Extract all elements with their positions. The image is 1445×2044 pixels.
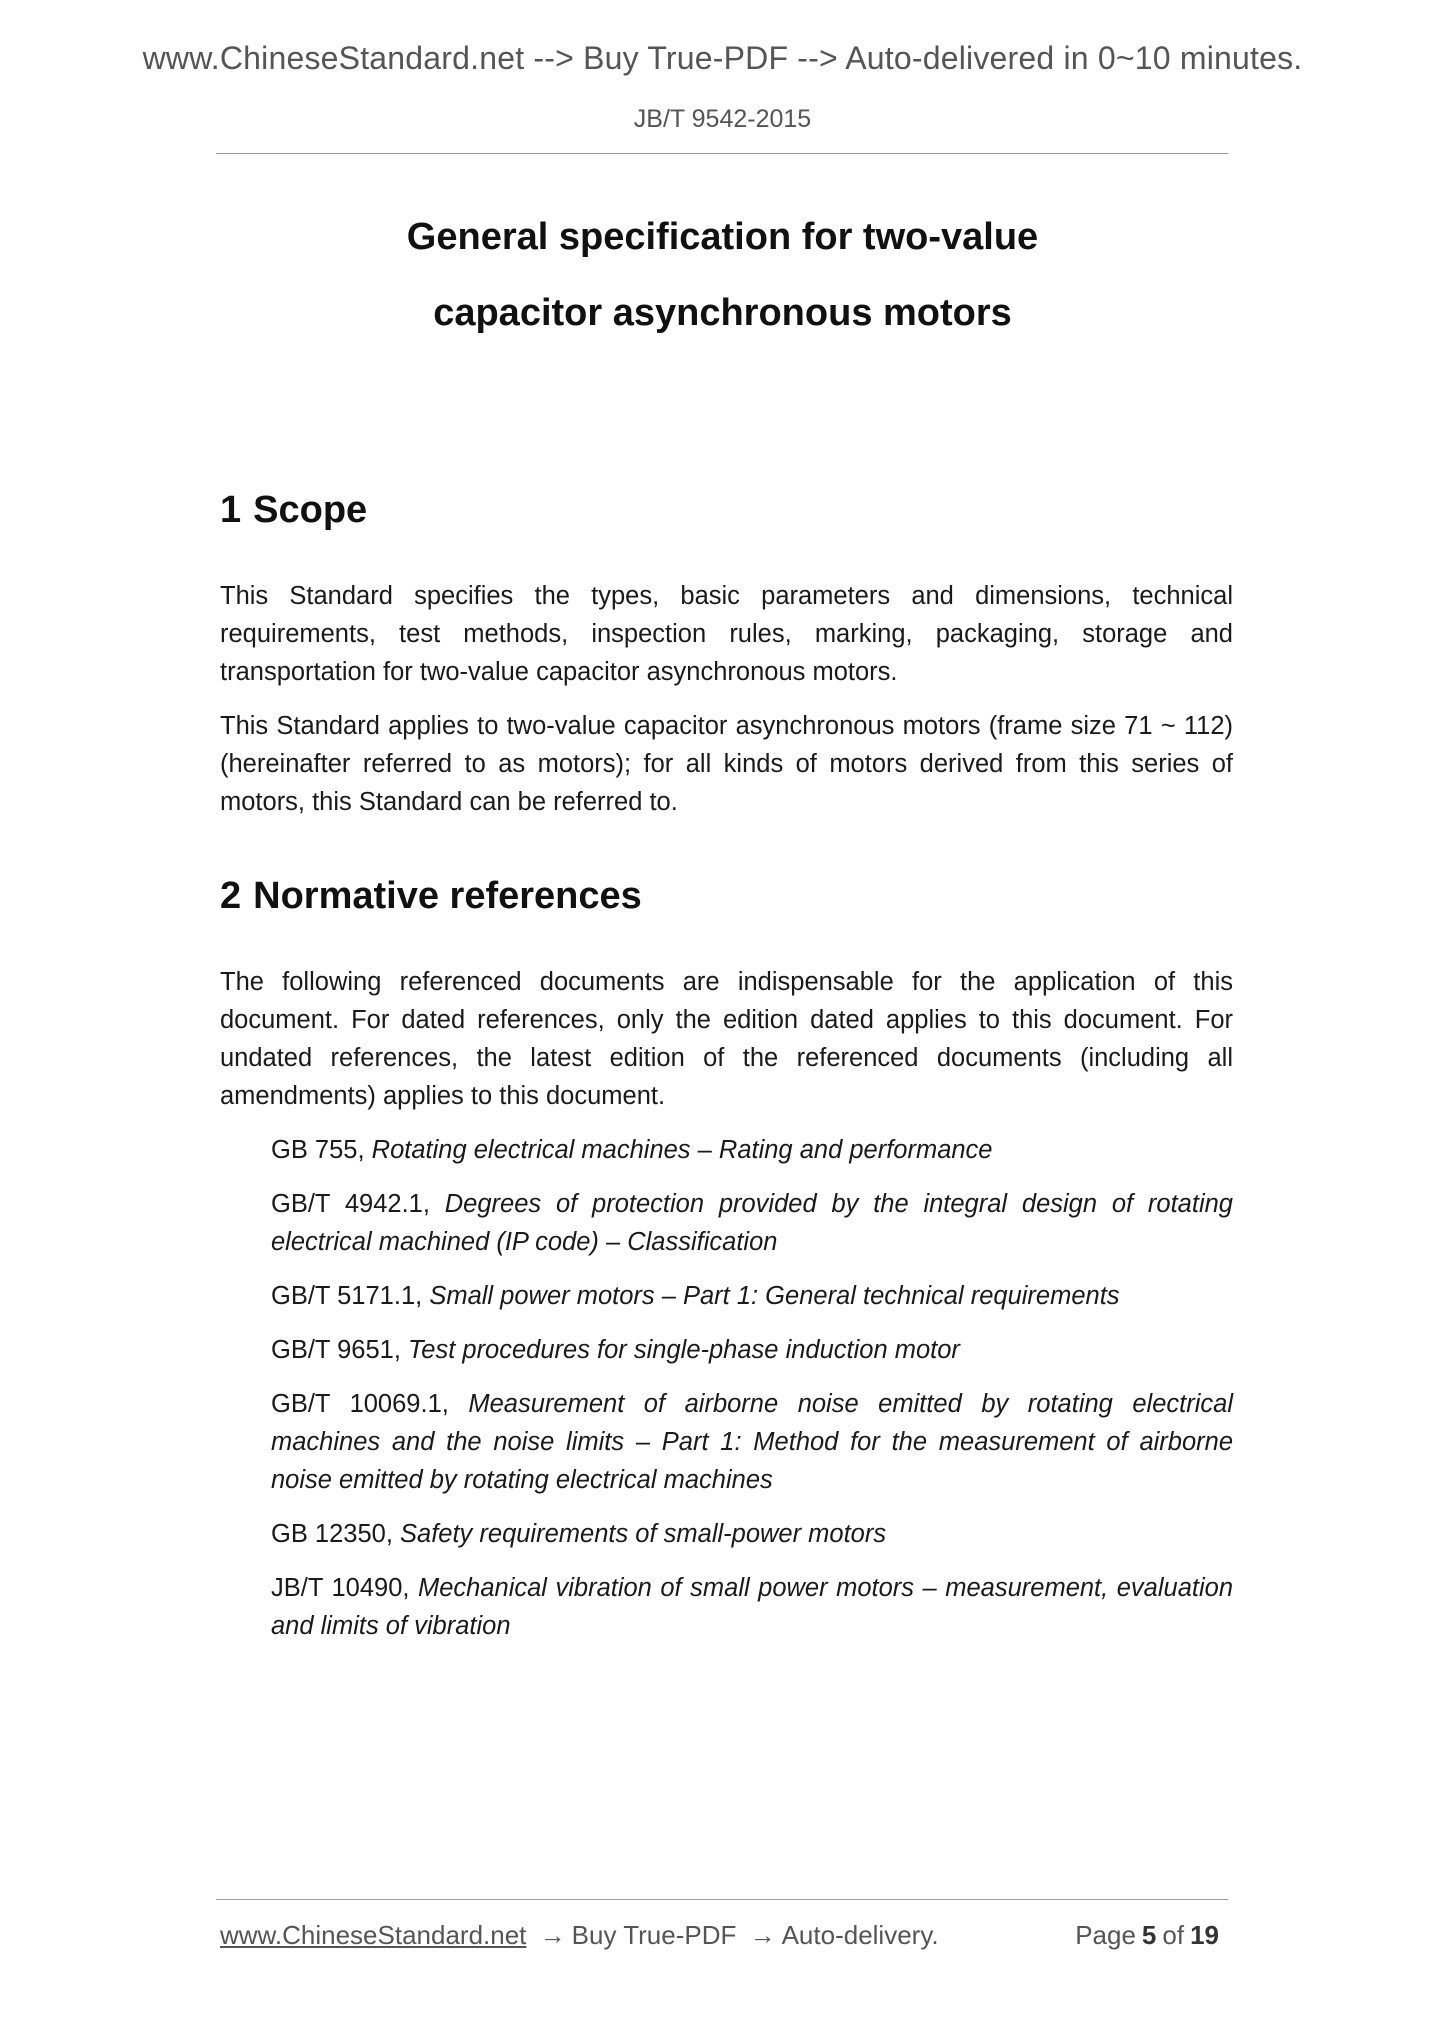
arrow-right-icon: →: [539, 1920, 566, 1950]
section-title: Scope: [253, 489, 368, 531]
normative-intro-paragraph: The following referenced documents are indispensable for the application of this document. For dated references, only the edition dated applies to this document. For undated references, the latest edition of the referenced documents (including all amendments) applies to this document.: [220, 968, 1233, 1110]
page-label: Page: [1075, 1920, 1136, 1950]
reference-item: [271, 1385, 1233, 1499]
page-footer: [220, 1920, 1225, 1951]
page-current: 5: [1141, 1920, 1157, 1950]
page-indicator: [1075, 1920, 1225, 1951]
reference-code: GB/T 10069.1,: [271, 1390, 449, 1418]
page-total: 19: [1190, 1920, 1219, 1950]
reference-code: GB 12350,: [271, 1520, 393, 1548]
document-body: [220, 486, 1233, 1645]
reference-code: GB/T 4942.1,: [271, 1190, 430, 1218]
reference-title: Mechanical vibration of small power motors – measurement, evaluation and limits of vibration: [271, 1574, 1233, 1640]
reference-item: [271, 1515, 1233, 1553]
reference-title: Rotating electrical machines – Rating and performance: [371, 1136, 993, 1164]
page-of: of: [1162, 1920, 1185, 1950]
reference-title: Degrees of protection provided by the integral design of rotating electrical machined (IP code) – Classification: [271, 1190, 1233, 1256]
footer-divider: [216, 1899, 1228, 1900]
section-number: 2: [220, 875, 242, 917]
reference-item: [271, 1131, 1233, 1169]
reference-title: Measurement of airborne noise emitted by rotating electrical machines and the noise limits – Part 1: Method for the measurement of airborne noise emitted by rotating electrical machines: [271, 1390, 1233, 1494]
reference-title: Test procedures for single-phase induction motor: [408, 1336, 960, 1364]
top-banner: www.ChineseStandard.net --> Buy True-PDF --> Auto-delivered in 0~10 minutes.: [142, 40, 1303, 76]
reference-code: GB/T 5171.1,: [271, 1282, 423, 1310]
header-divider: [216, 153, 1228, 154]
arrow-right-icon: →: [749, 1920, 776, 1950]
section-title: Normative references: [253, 875, 642, 917]
section-number: 1: [220, 489, 242, 531]
reference-item: [271, 1569, 1233, 1645]
scope-paragraph: This Standard specifies the types, basic parameters and dimensions, technical requirements, test methods, inspection rules, marking, packaging, storage and transportation for two-value capacitor asynchronous motors.: [220, 582, 1233, 686]
reference-code: GB/T 9651,: [271, 1336, 401, 1364]
reference-title: Small power motors – Part 1: General technical requirements: [429, 1282, 1120, 1310]
section-heading-scope: [220, 486, 1233, 534]
reference-title: Safety requirements of small-power motors: [400, 1520, 887, 1548]
reference-item: [271, 1185, 1233, 1261]
document-title-line-2: capacitor asynchronous motors: [433, 292, 1012, 334]
footer-site-link[interactable]: www.ChineseStandard.net: [220, 1920, 527, 1950]
scope-paragraph: This Standard applies to two-value capacitor asynchronous motors (frame size 71 ~ 112) (hereinafter referred to as motors); for all kinds of motors derived from this series of motors, this Standard can be referred to.: [220, 712, 1233, 816]
section-heading-normative-references: [220, 872, 1233, 920]
reference-code: GB 755,: [271, 1136, 365, 1164]
reference-item: [271, 1331, 1233, 1369]
footer-delivery-text: Auto-delivery.: [781, 1920, 939, 1950]
footer-buy-text: Buy True-PDF: [571, 1920, 737, 1950]
document-code: JB/T 9542-2015: [633, 105, 812, 133]
reference-code: JB/T 10490,: [271, 1574, 410, 1602]
document-title-line-1: General specification for two-value: [406, 216, 1039, 258]
reference-item: [271, 1277, 1233, 1315]
